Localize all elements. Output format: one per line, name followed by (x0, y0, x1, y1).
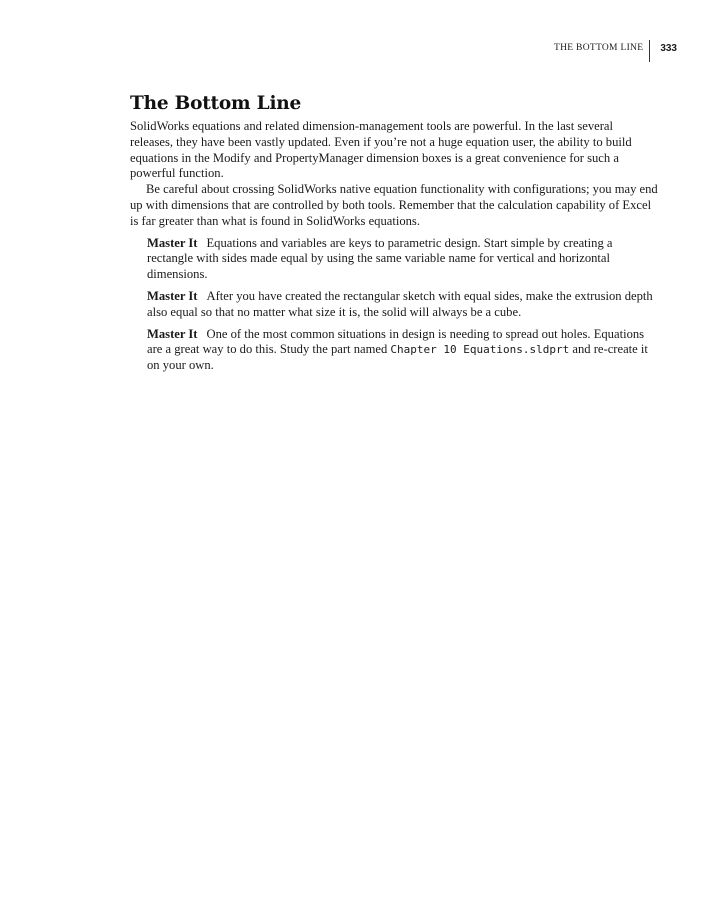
master-it-text-end: and re-create it on your own. (147, 342, 648, 373)
body-paragraph: Be careful about crossing SolidWorks native equation functionality with configurations; you may end up with dimensions that are controlled by both tools. Remember that the calculation capability of Excel is far greater than what is found in SolidWorks equations. (130, 182, 658, 228)
running-header (554, 40, 677, 64)
master-it-label: Master It (147, 288, 198, 303)
master-it-text: Equations and variables are keys to parametric design. Start simple by creating a rectangle with sides made equal by using the same variable name for vertical and horizontal dimensions. (147, 235, 613, 282)
part-filename: Chapter 10 Equations.sldprt (390, 343, 570, 357)
body-paragraph: SolidWorks equations and related dimension-management tools are powerful. In the last several releases, they have been vastly updated. Even if you’re not a huge equation user, the ability to build equations in the Modify and PropertyManager dimension boxes is a great convenience for such a powerful function. (130, 119, 632, 181)
master-it-text: After you have created the rectangular sketch with equal sides, make the extrusion depth also equal so that no matter what size it is, the solid will always be a cube. (147, 288, 653, 319)
master-it-item (147, 236, 658, 283)
master-it-item (147, 327, 658, 374)
master-it-label: Master It (147, 326, 198, 341)
master-it-item (147, 289, 658, 321)
page-body (130, 93, 658, 374)
page-number: 333 (660, 43, 677, 54)
section-heading: The Bottom Line (130, 93, 302, 114)
master-it-label: Master It (147, 235, 198, 250)
running-header-title: THE BOTTOM LINE (554, 43, 644, 53)
master-it-text: One of the most common situations in design is needing to spread out holes. Equations are a great way to do this. Study the part named (147, 326, 645, 357)
